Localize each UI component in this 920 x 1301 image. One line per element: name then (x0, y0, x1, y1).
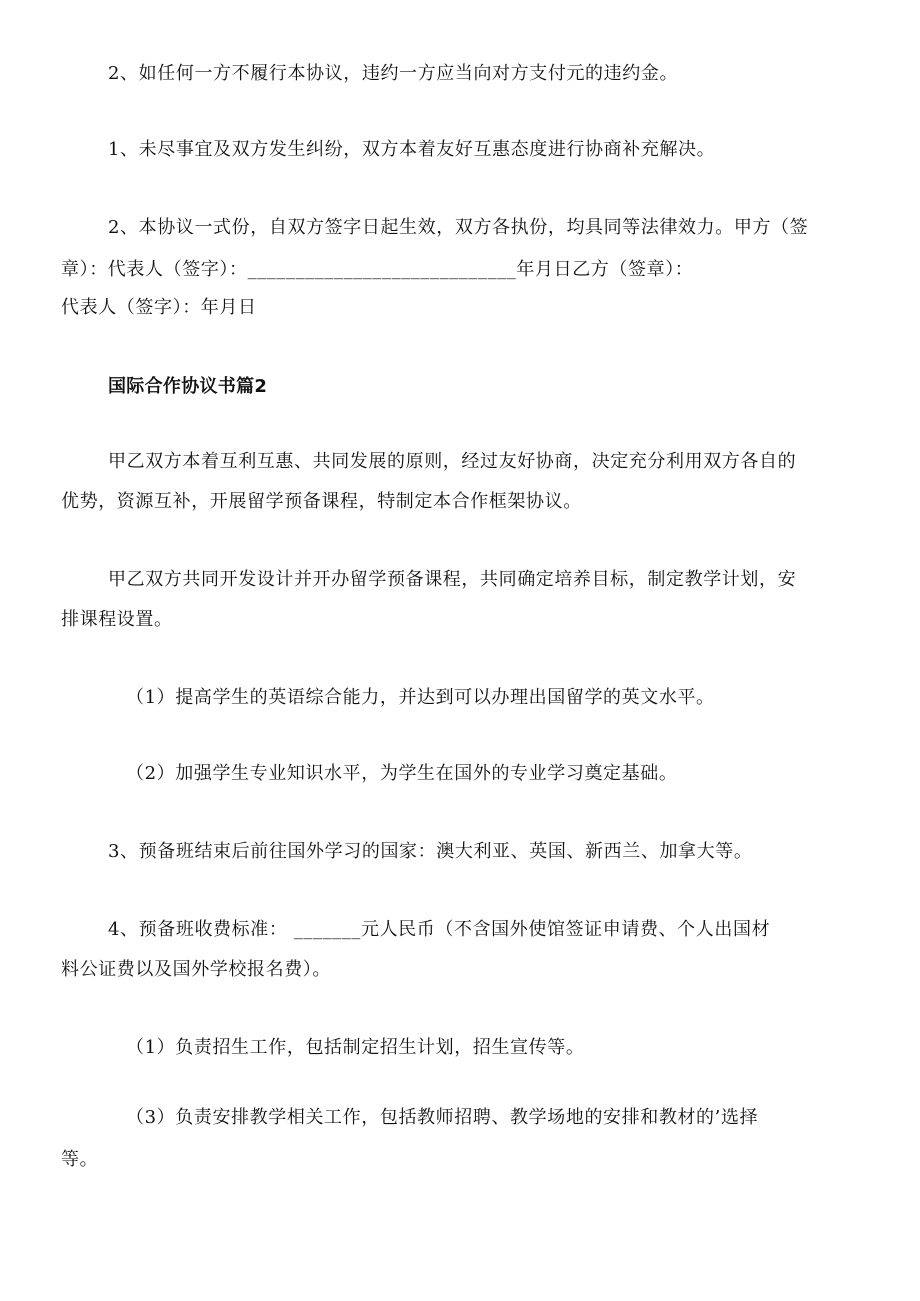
clause-fee-line-2: 料公证费以及国外学校报名费）。 (61, 959, 331, 980)
goal-item-2: （2）加强学生专业知识水平，为学生在国外的专业学习奠定基础。 (126, 763, 678, 784)
duty-item-3-line-1: （3）负责安排教学相关工作，包括教师招聘、教学场地的安排和教材的’选择 (126, 1107, 759, 1128)
paragraph-course-line-1: 甲乙双方共同开发设计并开办留学预备课程，共同确定培养目标，制定教学计划，安 (108, 569, 797, 590)
clause-effectiveness-line-1: 2、本协议一式份，自双方签字日起生效，双方各执份，均具同等法律效力。甲方（签 (108, 217, 809, 238)
duty-item-1: （1）负责招生工作，包括制定招生计划，招生宣传等。 (126, 1037, 585, 1058)
paragraph-intro-line-2: 优势，资源互补，开展留学预备课程，特制定本合作框架协议。 (61, 491, 582, 512)
clause-dispute-resolution: 1、未尽事宜及双方发生纠纷，双方本着友好互惠态度进行协商补充解决。 (108, 139, 716, 160)
signature-line-party-a: 章）：代表人（签字）：____________________________年月日乙方（签章）： (61, 259, 694, 280)
clause-fee-line-1: 4、预备班收费标准： _______元人民币（不含国外使馆签证申请费、个人出国材 (108, 919, 771, 940)
duty-item-3-line-2: 等。 (61, 1149, 99, 1170)
signature-line-party-b: 代表人（签字）：年月日 (61, 297, 257, 318)
goal-item-1: （1）提高学生的英语综合能力，并达到可以办理出国留学的英文水平。 (126, 687, 715, 708)
paragraph-intro-line-1: 甲乙双方本着互利互惠、共同发展的原则，经过友好协商，决定充分利用双方各自的 (108, 451, 797, 472)
paragraph-course-line-2: 排课程设置。 (61, 609, 173, 630)
clause-destination-countries: 3、预备班结束后前往国外学习的国家：澳大利亚、英国、新西兰、加拿大等。 (108, 841, 753, 862)
section-heading: 国际合作协议书篇2 (108, 376, 268, 397)
clause-breach-penalty: 2、如任何一方不履行本协议，违约一方应当向对方支付元的违约金。 (108, 63, 679, 84)
